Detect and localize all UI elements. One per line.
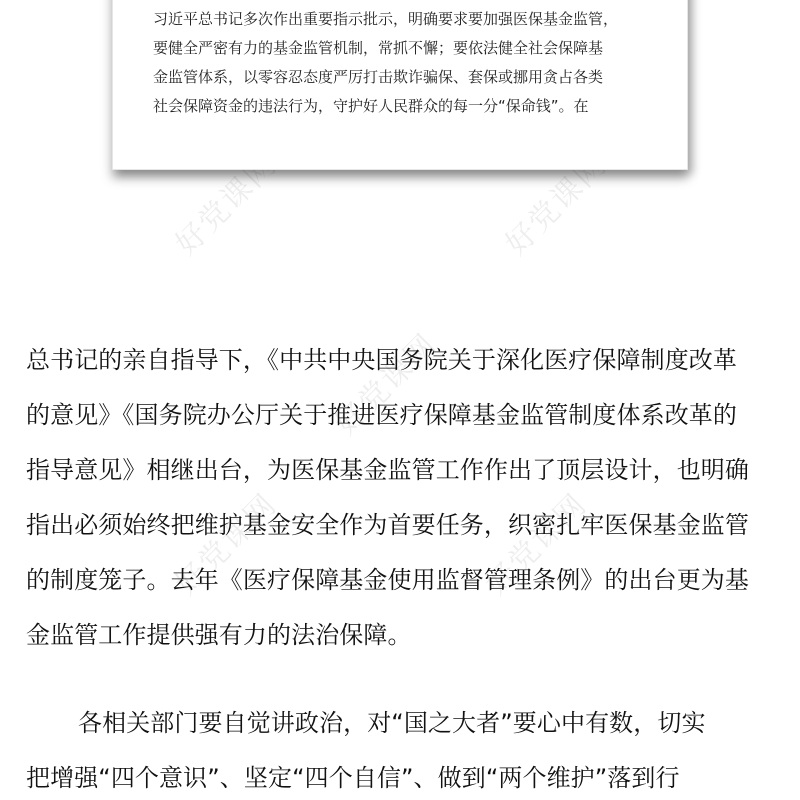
watermark: 好党课网 bbox=[498, 146, 615, 263]
quote-line: 习近平总书记多次作出重要指示批示，明确要求要加强医保基金监管， bbox=[153, 10, 619, 28]
paragraph-line: 总书记的亲自指导下，《中共中央国务院关于深化医疗保障制度改革 bbox=[26, 346, 737, 374]
quote-line: 社会保障资金的违法行为，守护好人民群众的每一分“保命钱”。在 bbox=[153, 97, 589, 115]
paragraph-line: 的制度笼子。去年《医疗保障基金使用监督管理条例》的出台更为基 bbox=[26, 566, 749, 594]
watermark: 好党课网 bbox=[328, 326, 445, 443]
paragraph-line: 指出必须始终把维护基金安全作为首要任务，织密扎牢医保基金监管 bbox=[26, 511, 749, 539]
quote-line: 金监管体系，以零容忍态度严厉打击欺诈骗保、套保或挪用贪占各类 bbox=[153, 68, 604, 86]
paragraph-line: 各相关部门要自觉讲政治，对“国之大者”要心中有数，切实 bbox=[78, 709, 706, 737]
paragraph-line: 指导意见》相继出台，为医保基金监管工作作出了顶层设计，也明确 bbox=[26, 456, 749, 484]
quote-card bbox=[112, 0, 688, 170]
body-text bbox=[26, 333, 786, 800]
paragraph-line: 金监管工作提供强有力的法治保障。 bbox=[26, 621, 412, 649]
paragraph-line: 把增强“四个意识”、坚定“四个自信”、做到“两个维护”落到行 bbox=[26, 764, 680, 792]
paragraph-line: 的意见》《国务院办公厅关于推进医疗保障基金监管制度体系改革的 bbox=[26, 401, 737, 429]
quote-text bbox=[153, 5, 663, 121]
watermark: 好党课网 bbox=[168, 146, 285, 263]
watermark: 好党课网 bbox=[478, 486, 595, 603]
paragraph-gap bbox=[26, 663, 786, 696]
watermark: 好党课网 bbox=[168, 486, 285, 603]
quote-line: 要健全严密有力的基金监管机制，常抓不懈；要依法健全社会保障基 bbox=[153, 39, 604, 57]
